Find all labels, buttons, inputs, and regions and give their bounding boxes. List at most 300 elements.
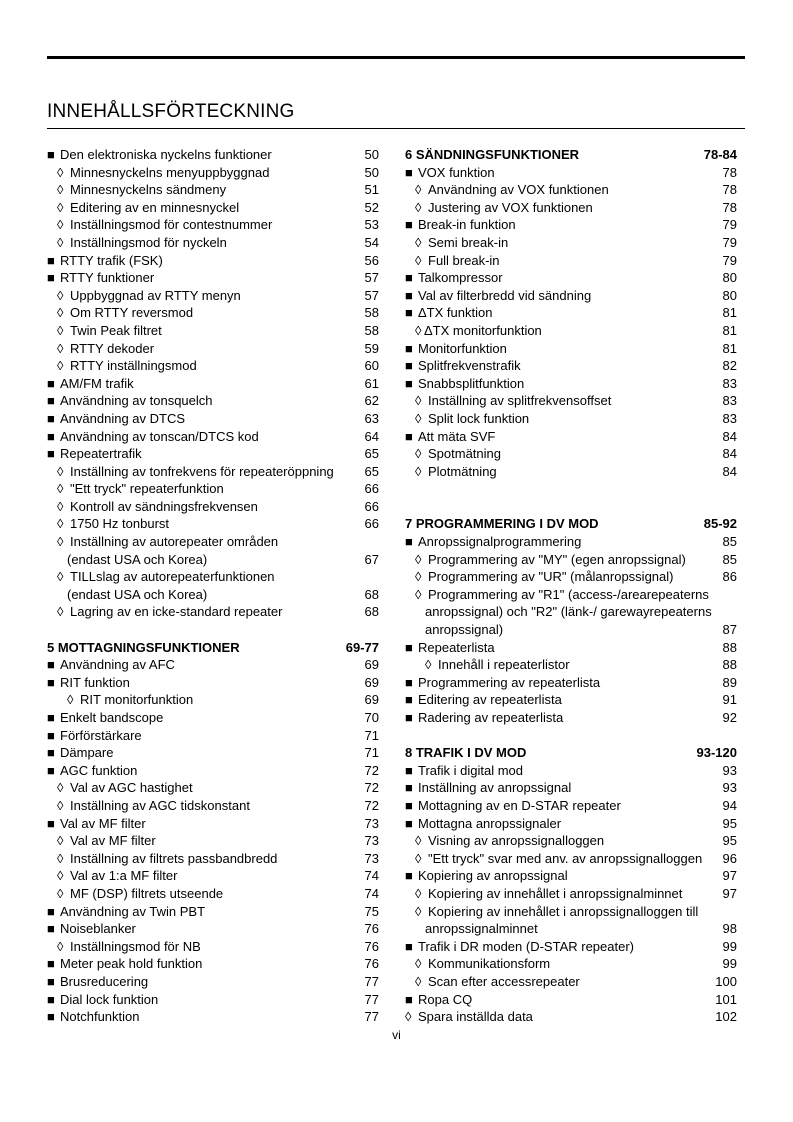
toc-page-number: 101: [715, 991, 737, 1007]
toc-entry-label: [405, 938, 634, 956]
toc-entry-text: Val av 1:a MF filter: [70, 868, 178, 884]
square-bullet-icon: ■: [405, 815, 413, 831]
toc-page-number: 79: [722, 217, 737, 233]
toc-entry[interactable]: [47, 234, 379, 252]
toc-spacer: [405, 727, 737, 745]
toc-entry[interactable]: [47, 586, 379, 604]
toc-entry-text: Brusreducering: [60, 973, 149, 989]
toc-entry[interactable]: [405, 445, 737, 463]
diamond-bullet-icon: ◊: [415, 885, 422, 901]
toc-page-number: 64: [364, 428, 379, 444]
toc-entry-label: [405, 779, 571, 797]
square-bullet-icon: ■: [47, 270, 55, 286]
diamond-bullet-icon: ◊: [425, 657, 432, 673]
toc-entry-label: [57, 181, 226, 199]
toc-page-number: 83: [722, 375, 737, 391]
square-bullet-icon: ■: [47, 745, 55, 761]
diamond-bullet-icon: ◊: [57, 885, 64, 901]
toc-page-number: 99: [722, 938, 737, 954]
toc-entry[interactable]: [47, 498, 379, 516]
toc-entry[interactable]: [405, 639, 737, 657]
toc-entry-text: Programmering av "MY" (egen anropssignal): [428, 551, 686, 567]
square-bullet-icon: ■: [47, 147, 55, 162]
toc-entry[interactable]: [405, 392, 737, 410]
toc-entry[interactable]: [47, 920, 379, 938]
toc-entry[interactable]: [47, 357, 379, 375]
toc-entry[interactable]: [47, 815, 379, 833]
square-bullet-icon: ■: [47, 674, 55, 690]
diamond-bullet-icon: ◊: [57, 217, 64, 233]
toc-entry-text: Programmering av repeaterlista: [418, 674, 601, 690]
toc-entry-text: Val av filterbredd vid sändning: [418, 287, 592, 303]
toc-entry-text: RTTY trafik (FSK): [60, 252, 163, 268]
toc-page-number: 102: [715, 1009, 737, 1025]
toc-page-number: 91: [722, 692, 737, 708]
square-bullet-icon: ■: [47, 446, 55, 462]
toc-page-number: 86: [722, 569, 737, 585]
toc-entry-label: [47, 639, 240, 657]
toc-page-number: 73: [364, 850, 379, 866]
toc-entry-label: [47, 709, 163, 727]
toc-entry[interactable]: [405, 621, 737, 639]
toc-entry[interactable]: [47, 181, 379, 199]
toc-entry[interactable]: [405, 920, 737, 938]
toc-page-number: 50: [364, 147, 379, 162]
toc-page-number: 80: [722, 287, 737, 303]
toc-entry[interactable]: [405, 304, 737, 322]
toc-entry-label: [405, 762, 523, 780]
toc-entry-text: Full break-in: [428, 252, 500, 268]
toc-entry-text: Minnesnyckelns menyuppbyggnad: [70, 164, 270, 180]
toc-entry[interactable]: [405, 973, 737, 991]
toc-page-number: 85: [722, 551, 737, 567]
diamond-bullet-icon: ◊: [57, 604, 64, 620]
toc-entry[interactable]: [405, 234, 737, 252]
toc-entry[interactable]: [405, 252, 737, 270]
diamond-bullet-icon: ◊: [57, 569, 64, 585]
toc-entry-label: [67, 691, 193, 709]
toc-entry[interactable]: [405, 199, 737, 217]
toc-entry[interactable]: [405, 779, 737, 797]
toc-entry[interactable]: [405, 164, 737, 182]
toc-page-number: 81: [722, 305, 737, 321]
toc-entry[interactable]: [405, 269, 737, 287]
toc-entry-label: [57, 498, 258, 516]
toc-entry[interactable]: [47, 252, 379, 270]
toc-entry-text: 6 SÄNDNINGSFUNKTIONER: [405, 147, 580, 162]
toc-left-column: [47, 146, 379, 1026]
toc-page-number: 76: [364, 938, 379, 954]
toc-entry-text: Kopiering av anropssignal: [418, 868, 568, 884]
toc-entry-label: [57, 216, 272, 234]
toc-entry[interactable]: [405, 586, 737, 604]
toc-entry[interactable]: [47, 164, 379, 182]
toc-entry-text: Spara inställda data: [418, 1009, 533, 1025]
toc-entry[interactable]: [47, 603, 379, 621]
toc-entry[interactable]: [405, 709, 737, 727]
toc-page-number: 72: [364, 780, 379, 796]
toc-entry[interactable]: [47, 691, 379, 709]
toc-page-number: 97: [722, 885, 737, 901]
toc-entry-label: [57, 832, 156, 850]
toc-entry-label: [47, 991, 158, 1009]
toc-entry[interactable]: [47, 551, 379, 569]
toc-entry-label: [405, 375, 524, 393]
diamond-bullet-icon: ◊: [57, 182, 64, 198]
toc-entry[interactable]: [405, 428, 737, 446]
toc-entry[interactable]: [405, 938, 737, 956]
toc-entry[interactable]: [405, 797, 737, 815]
toc-entry-label: [57, 603, 282, 621]
toc-entry[interactable]: [405, 568, 737, 586]
toc-entry-text: RTTY funktioner: [60, 270, 155, 286]
toc-entry-label: [405, 691, 562, 709]
diamond-bullet-icon: ◊: [415, 234, 422, 250]
toc-entry-text: Dämpare: [60, 745, 114, 761]
toc-entry-text: anropssignalminnet: [425, 921, 538, 937]
toc-entry-text: Val av AGC hastighet: [70, 780, 193, 796]
toc-page-number: 68: [364, 586, 379, 602]
diamond-bullet-icon: ◊: [57, 868, 64, 884]
toc-entry-label: [415, 252, 500, 270]
top-rule: [47, 56, 745, 59]
toc-page-number: 74: [364, 885, 379, 901]
toc-entry-text: Programmering av "R1" (access-/arearepeaterns: [428, 586, 709, 602]
toc-entry[interactable]: [47, 955, 379, 973]
toc-page-number: 68: [364, 604, 379, 620]
toc-entry-text: Snabbsplitfunktion: [418, 375, 525, 391]
toc-entry[interactable]: [47, 392, 379, 410]
diamond-bullet-icon: ◊: [57, 358, 64, 374]
square-bullet-icon: ■: [405, 375, 413, 391]
toc-entry[interactable]: [405, 551, 737, 569]
toc-entry[interactable]: [47, 762, 379, 780]
square-bullet-icon: ■: [405, 287, 413, 303]
toc-entry[interactable]: [47, 656, 379, 674]
toc-entry-label: [405, 304, 492, 322]
toc-entry[interactable]: [47, 375, 379, 393]
square-bullet-icon: ■: [47, 657, 55, 673]
toc-entry-text: RIT funktion: [60, 674, 130, 690]
toc-entry-text: Användning av Twin PBT: [60, 903, 206, 919]
toc-entry-label: [57, 797, 250, 815]
toc-entry[interactable]: [405, 463, 737, 481]
toc-page-number: 100: [715, 973, 737, 989]
diamond-bullet-icon: ◊: [57, 498, 64, 514]
toc-page-number: 93: [722, 762, 737, 778]
toc-entry-text: Minnesnyckelns sändmeny: [70, 182, 227, 198]
toc-entry-text: Kopiering av innehållet i anropssignalminnet: [428, 885, 683, 901]
toc-entry[interactable]: [405, 322, 737, 340]
toc-entry[interactable]: [405, 762, 737, 780]
toc-entry-text: "Ett tryck" svar med anv. av anropssignalloggen: [428, 850, 703, 866]
toc-entry[interactable]: [47, 340, 379, 358]
toc-page-number: 74: [364, 868, 379, 884]
toc-entry-text: Inställning av tonfrekvens för repeateröppning: [70, 463, 334, 479]
toc-entry[interactable]: [47, 463, 379, 481]
toc-page-number: 76: [364, 921, 379, 937]
toc-entry-text: MF (DSP) filtrets utseende: [70, 885, 224, 901]
toc-entry[interactable]: [47, 991, 379, 1009]
diamond-bullet-icon: ◊: [57, 938, 64, 954]
toc-entry[interactable]: [405, 1008, 737, 1026]
diamond-bullet-icon: ◊: [415, 586, 422, 602]
page-title: INNEHÅLLSFÖRTECKNING: [47, 101, 295, 122]
toc-entry[interactable]: [47, 709, 379, 727]
toc-entry[interactable]: [47, 938, 379, 956]
toc-entry[interactable]: [47, 410, 379, 428]
toc-entry-label: [57, 357, 197, 375]
toc-entry-label: [47, 744, 113, 762]
toc-page-number: 65: [364, 463, 379, 479]
toc-entry[interactable]: [405, 216, 737, 234]
toc-entry-label: [57, 164, 269, 182]
toc-page-number: 78: [722, 182, 737, 198]
toc-entry[interactable]: [47, 867, 379, 885]
toc-page-number: 95: [722, 815, 737, 831]
toc-entry[interactable]: [47, 973, 379, 991]
toc-entry[interactable]: [47, 744, 379, 762]
toc-entry[interactable]: [405, 903, 737, 921]
toc-entry-text: Repeaterlista: [418, 639, 495, 655]
toc-entry-label: [425, 603, 712, 621]
toc-entry-label: [405, 357, 521, 375]
toc-entry-text: Editering av en minnesnyckel: [70, 199, 240, 215]
toc-entry-text: Plotmätning: [428, 463, 497, 479]
toc-entry-label: [57, 779, 193, 797]
toc-entry[interactable]: [405, 533, 737, 551]
toc-entry-label: [415, 903, 698, 921]
toc-entry-text: Om RTTY reversmod: [70, 305, 194, 321]
toc-entry[interactable]: [405, 340, 737, 358]
toc-section-heading[interactable]: [47, 639, 379, 657]
square-bullet-icon: ■: [47, 973, 55, 989]
toc-entry-label: [47, 252, 163, 270]
toc-entry[interactable]: [405, 850, 737, 868]
toc-entry-label: [405, 709, 563, 727]
toc-entry-text: Kopiering av innehållet i anropssignalloggen till: [428, 903, 699, 919]
toc-page-number: 60: [364, 358, 379, 374]
toc-entry[interactable]: [47, 674, 379, 692]
toc-entry-label: [405, 146, 579, 164]
square-bullet-icon: ■: [47, 762, 55, 778]
toc-entry-text: Repeatertrafik: [60, 446, 142, 462]
toc-section-heading[interactable]: [405, 744, 737, 762]
toc-entry-text: Inställning av anropssignal: [418, 780, 572, 796]
toc-entry-label: [57, 322, 162, 340]
toc-entry-label: [57, 463, 334, 481]
toc-page-number: 77: [364, 1009, 379, 1025]
toc-entry-label: [47, 656, 175, 674]
toc-page-number: 51: [364, 182, 379, 198]
toc-page-number: 92: [722, 710, 737, 725]
toc-entry[interactable]: [47, 287, 379, 305]
toc-entry-label: [47, 920, 136, 938]
toc-entry-text: anropssignal): [425, 622, 504, 638]
diamond-bullet-icon: ◊: [57, 780, 64, 796]
toc-entry[interactable]: [405, 357, 737, 375]
diamond-bullet-icon: ◊: [57, 516, 64, 532]
toc-entry-text: Kommunikationsform: [428, 956, 551, 972]
diamond-bullet-icon: ◊: [57, 287, 64, 303]
square-bullet-icon: ■: [47, 375, 55, 391]
toc-entry[interactable]: [405, 181, 737, 199]
toc-right-column: [405, 146, 737, 1026]
toc-page-number: 72: [364, 762, 379, 778]
toc-page-number: 70: [364, 710, 379, 725]
toc-page-number: 75: [364, 903, 379, 919]
toc-entry[interactable]: [405, 410, 737, 428]
diamond-bullet-icon: ◊: [415, 182, 422, 198]
toc-entry[interactable]: [405, 867, 737, 885]
toc-entry[interactable]: [47, 568, 379, 586]
toc-entry-text: Användning av tonscan/DTCS kod: [60, 428, 259, 444]
square-bullet-icon: ■: [405, 938, 413, 954]
toc-entry-label: [415, 955, 550, 973]
toc-section-heading[interactable]: [405, 515, 737, 533]
toc-entry[interactable]: [47, 199, 379, 217]
toc-entry-text: Innehåll i repeaterlistor: [438, 657, 570, 673]
toc-entry-text: Radering av repeaterlista: [418, 710, 564, 725]
toc-entry[interactable]: [47, 885, 379, 903]
toc-entry[interactable]: [47, 533, 379, 551]
toc-entry-text: 8 TRAFIK I DV MOD: [405, 745, 527, 761]
toc-entry[interactable]: [47, 304, 379, 322]
toc-spacer: [405, 480, 737, 498]
toc-entry-text: ΔTX monitorfunktion: [424, 322, 542, 338]
toc-entry-text: Scan efter accessrepeater: [428, 973, 580, 989]
square-bullet-icon: ■: [405, 305, 413, 321]
square-bullet-icon: ■: [47, 921, 55, 937]
toc-entry[interactable]: [47, 269, 379, 287]
toc-entry[interactable]: [47, 428, 379, 446]
toc-entry[interactable]: [405, 832, 737, 850]
toc-entry[interactable]: [405, 603, 737, 621]
toc-entry-label: [405, 744, 526, 762]
square-bullet-icon: ■: [405, 534, 413, 550]
toc-entry[interactable]: [405, 674, 737, 692]
toc-page-number: 62: [364, 393, 379, 409]
toc-entry-label: [47, 146, 272, 164]
toc-page-number: 57: [364, 270, 379, 286]
diamond-bullet-icon: ◊: [415, 446, 422, 462]
toc-page-number: 65: [364, 446, 379, 462]
toc-entry-label: [405, 287, 591, 305]
toc-entry[interactable]: [47, 480, 379, 498]
square-bullet-icon: ■: [405, 762, 413, 778]
toc-page-number: 97: [722, 868, 737, 884]
toc-entry[interactable]: [47, 146, 379, 164]
toc-entry[interactable]: [405, 885, 737, 903]
square-bullet-icon: ■: [47, 903, 55, 919]
toc-entry-label: [47, 903, 205, 921]
toc-entry[interactable]: [47, 797, 379, 815]
toc-entry[interactable]: [405, 375, 737, 393]
toc-entry-label: [415, 586, 709, 604]
toc-entry-label: [405, 164, 495, 182]
square-bullet-icon: ■: [47, 815, 55, 831]
diamond-bullet-icon: ◊: [57, 481, 64, 497]
toc-entry-label: [57, 867, 177, 885]
toc-entry-text: Användning av tonsquelch: [60, 393, 213, 409]
toc-page-number: 78: [722, 199, 737, 215]
toc-page-number: 79: [722, 252, 737, 268]
toc-page-number: 85: [722, 534, 737, 550]
toc-section-heading[interactable]: [405, 146, 737, 164]
toc-entry-label: [405, 1008, 533, 1026]
toc-entry-text: Noiseblanker: [60, 921, 136, 937]
toc-entry[interactable]: [405, 815, 737, 833]
toc-entry-label: [47, 410, 185, 428]
diamond-bullet-icon: ◊: [415, 252, 422, 268]
toc-page-number: 63: [364, 410, 379, 426]
toc-entry-text: ΔTX funktion: [418, 305, 493, 321]
toc-entry-label: [67, 551, 207, 569]
diamond-bullet-icon: ◊: [415, 833, 422, 849]
toc-entry-text: Anropssignalprogrammering: [418, 534, 582, 550]
toc-entry[interactable]: [47, 515, 379, 533]
square-bullet-icon: ■: [47, 410, 55, 426]
toc-entry-text: Ropa CQ: [418, 991, 473, 1007]
toc-entry-text: RIT monitorfunktion: [80, 692, 194, 708]
toc-entry[interactable]: [47, 832, 379, 850]
toc-page-number: 66: [364, 481, 379, 497]
toc-entry-text: Splitfrekvenstrafik: [418, 358, 521, 374]
toc-entry[interactable]: [47, 216, 379, 234]
square-bullet-icon: ■: [405, 797, 413, 813]
toc-page-number: 67: [364, 551, 379, 567]
toc-page-number: 88: [722, 657, 737, 673]
toc-entry-text: (endast USA och Korea): [67, 586, 208, 602]
toc-page-number: 73: [364, 815, 379, 831]
diamond-bullet-icon: ◊: [405, 1009, 412, 1025]
square-bullet-icon: ■: [47, 956, 55, 972]
toc-entry[interactable]: [405, 691, 737, 709]
toc-entry-label: [415, 392, 611, 410]
toc-page-number: 93: [722, 780, 737, 796]
toc-page-number: 84: [722, 428, 737, 444]
toc-entry-label: [405, 428, 495, 446]
square-bullet-icon: ■: [405, 358, 413, 374]
toc-page-number: 77: [364, 991, 379, 1007]
toc-entry-label: [57, 938, 201, 956]
toc-entry[interactable]: [47, 727, 379, 745]
toc-page-number: 79: [722, 234, 737, 250]
toc-page-number: 84: [722, 446, 737, 462]
toc-entry-label: [57, 533, 278, 551]
toc-entry[interactable]: [405, 955, 737, 973]
toc-entry-label: [57, 515, 169, 533]
toc-entry[interactable]: [47, 779, 379, 797]
toc-entry[interactable]: [47, 903, 379, 921]
toc-entry-label: [47, 445, 142, 463]
toc-entry-label: [47, 1008, 140, 1026]
toc-page-number: 83: [722, 393, 737, 409]
toc-page-number: 84: [722, 463, 737, 479]
page-number: vi: [392, 1028, 401, 1042]
toc-entry[interactable]: [47, 445, 379, 463]
toc-entry[interactable]: [47, 322, 379, 340]
toc-entry-label: [67, 586, 207, 604]
toc-entry-text: Enkelt bandscope: [60, 710, 164, 725]
toc-entry[interactable]: [47, 850, 379, 868]
toc-entry-label: [415, 234, 508, 252]
toc-entry[interactable]: [47, 1008, 379, 1026]
toc-entry[interactable]: [405, 656, 737, 674]
toc-entry-label: [415, 199, 593, 217]
toc-entry[interactable]: [405, 991, 737, 1009]
toc-entry[interactable]: [405, 287, 737, 305]
